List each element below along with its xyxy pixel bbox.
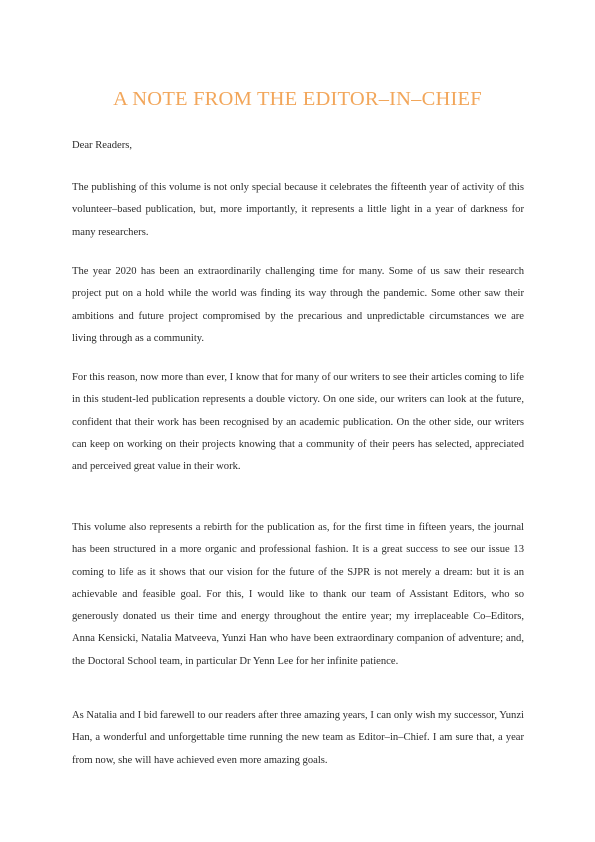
page-title: A NOTE FROM THE EDITOR–IN–CHIEF (113, 88, 482, 110)
paragraph-4: This volume also represents a rebirth for the publication as, for the first time in fifteen years, the journal has been structured in a more organic and professional fashion. It is a great success to see our issue 13 coming to life as it shows that our vision for the future of the SJPR is not merely a dream: but it is an achievable and feasible goal. For this, I would like to thank our team of Assistant Editors, who so generously donated us their time and energy throughout the entire year; my irreplaceable Co–Editors, Anna Kensicki, Natalia Matveeva, Yunzi Han who have been extraordinary companion of adventure; and, the Doctoral School team, in particular Dr Yenn Lee for her infinite patience. (72, 522, 524, 667)
paragraph-3: For this reason, now more than ever, I know that for many of our writers to see their articles coming to life in this student-led publication represents a double victory. On one side, our writers can look at the future, confident that their work has been recognised by an academic publication. On the other side, our writers can keep on working on their projects knowing that a community of their peers has selected, appreciated and perceived great value in their work. (72, 372, 524, 473)
paragraph-2: The year 2020 has been an extraordinarily challenging time for many. Some of us saw their research project put on a hold while the world was finding its way through the pandemic. Some other saw their ambitions and future project compromised by the precarious and unpredictable circumstances we are living through as a community. (72, 266, 524, 344)
paragraph-1: The publishing of this volume is not only special because it celebrates the fifteenth year of activity of this volunteer–based publication, but, more importantly, it represents a little light in a year of darkness for many researchers. (72, 182, 524, 238)
salutation: Dear Readers, (72, 140, 132, 151)
paragraph-5: As Natalia and I bid farewell to our readers after three amazing years, I can only wish my successor, Yunzi Han, a wonderful and unforgettable time running the new team as Editor–in–Chief. I am sure that, a year from now, she will have achieved even more amazing goals. (72, 710, 524, 766)
